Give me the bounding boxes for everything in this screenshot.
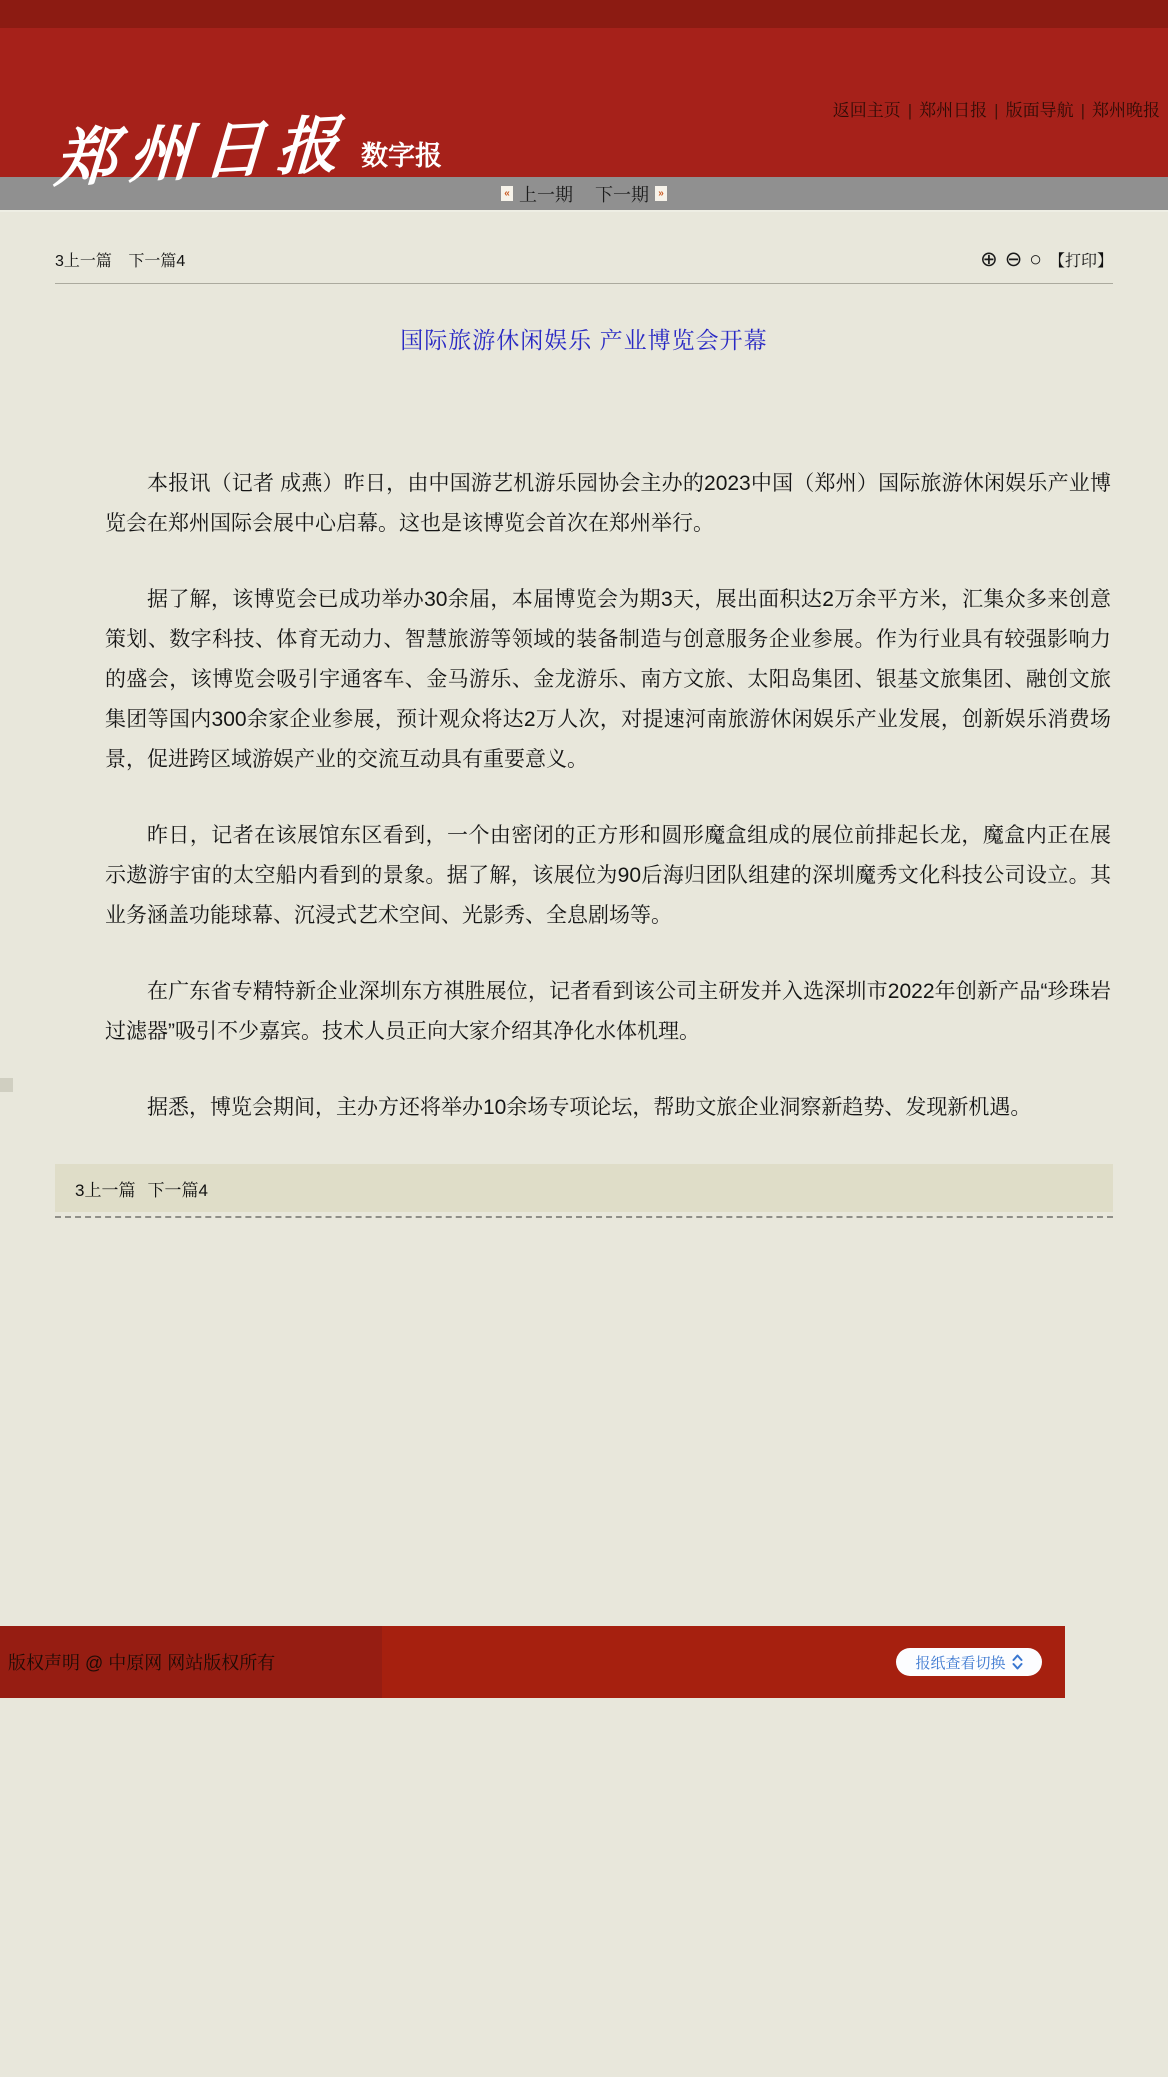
left-edge-handle[interactable] [0, 1078, 13, 1092]
prev-article-link-top[interactable]: 3上一篇 [55, 253, 112, 270]
next-article-link-top[interactable]: 下一篇4 [128, 253, 186, 270]
article-title: 国际旅游休闲娱乐 产业博览会开幕 [400, 327, 768, 353]
nav-separator: | [1080, 101, 1085, 120]
print-button[interactable]: 【打印】 [1048, 253, 1113, 270]
article-paragraph: 在广东省专精特新企业深圳东方祺胜展位，记者看到该公司主研发并入选深圳市2022年创新产品“珍珠岩过滤器”吸引不少嘉宾。技术人员正向大家介绍其净化水体机理。 [105, 980, 1111, 1043]
zoom-reset-icon[interactable]: ○ [1029, 248, 1042, 271]
footer-bar [0, 1626, 1065, 1698]
nav-link-zhengzhou-daily[interactable]: 郑州日报 [919, 101, 988, 120]
nav-separator: | [907, 101, 913, 120]
article-pager-bottom [55, 1164, 1113, 1212]
article-toolbar [55, 236, 1113, 284]
top-dark-strip [0, 0, 1168, 28]
prev-issue-pager-icon[interactable]: « [501, 186, 513, 201]
logo-calligraphy-text: 郑州日报 [53, 107, 353, 196]
next-issue-link[interactable]: 下一期 [595, 184, 649, 205]
prev-issue-link[interactable]: 上一期 [519, 184, 573, 205]
footer-copyright-block [0, 1626, 382, 1698]
zoom-in-icon[interactable]: ⊕ [980, 248, 998, 271]
dashed-separator [55, 1216, 1113, 1218]
article-pager-top [55, 248, 197, 271]
article-body [55, 464, 1113, 1128]
article-content-area [55, 236, 1113, 1218]
article-paragraph: 据悉，博览会期间，主办方还将举办10余场专项论坛，帮助文旅企业洞察新趋势、发现新机遇。 [147, 1096, 1032, 1119]
nav-separator: | [994, 101, 999, 120]
next-issue-pager-icon[interactable]: » [655, 186, 667, 201]
header-nav [833, 96, 1160, 121]
prev-article-link-bottom[interactable]: 3上一篇 [75, 1180, 136, 1200]
logo-digital-label: 数字报 [361, 141, 443, 171]
newspaper-switch-button[interactable] [896, 1648, 1042, 1676]
next-article-link-bottom[interactable]: 下一篇4 [147, 1180, 208, 1200]
nav-link-zhengzhou-evening[interactable]: 郑州晚报 [1092, 101, 1160, 120]
masthead-logo [53, 102, 443, 196]
updown-chevron-icon [1012, 1654, 1023, 1670]
article-paragraph: 据了解，该博览会已成功举办30余届，本届博览会为期3天，展出面积达2万余平方米，汇集众多来创意策划、数字科技、体育无动力、智慧旅游等领域的装备制造与创意服务企业参展。作为行业具有较强影响力的盛会，该博览会吸引宇通客车、金马游乐、金龙游乐、南方文旅、太阳岛集团、银基文旅集团、融创文旅集团等国内300余家企业参展，预计观众将达2万人次，对提速河南旅游休闲娱乐产业发展，创新娱乐消费场景，促进跨区域游娱产业的交流互动具有重要意义。 [105, 588, 1111, 771]
toolbar-icons [980, 248, 1113, 271]
nav-link-home[interactable]: 返回主页 [832, 101, 901, 120]
copyright-text: 版权声明 @ 中原网 网站版权所有 [8, 1653, 276, 1673]
article-paragraph: 昨日，记者在该展馆东区看到，一个由密闭的正方形和圆形魔盒组成的展位前排起长龙，魔盒内正在展示遨游宇宙的太空船内看到的景象。据了解，该展位为90后海归团队组建的深圳魔秀文化科技公司设立。其业务涵盖功能球幕、沉浸式艺术空间、光影秀、全息剧场等。 [105, 824, 1111, 927]
article-paragraph: 本报讯（记者 成燕）昨日，由中国游艺机游乐园协会主办的2023中国（郑州）国际旅游休闲娱乐产业博览会在郑州国际会展中心启幕。这也是该博览会首次在郑州举行。 [105, 472, 1111, 535]
switch-button-label: 报纸查看切换 [915, 1654, 1006, 1672]
nav-link-page-navigation[interactable]: 版面导航 [1005, 101, 1074, 120]
zoom-out-icon[interactable]: ⊖ [1004, 248, 1023, 271]
